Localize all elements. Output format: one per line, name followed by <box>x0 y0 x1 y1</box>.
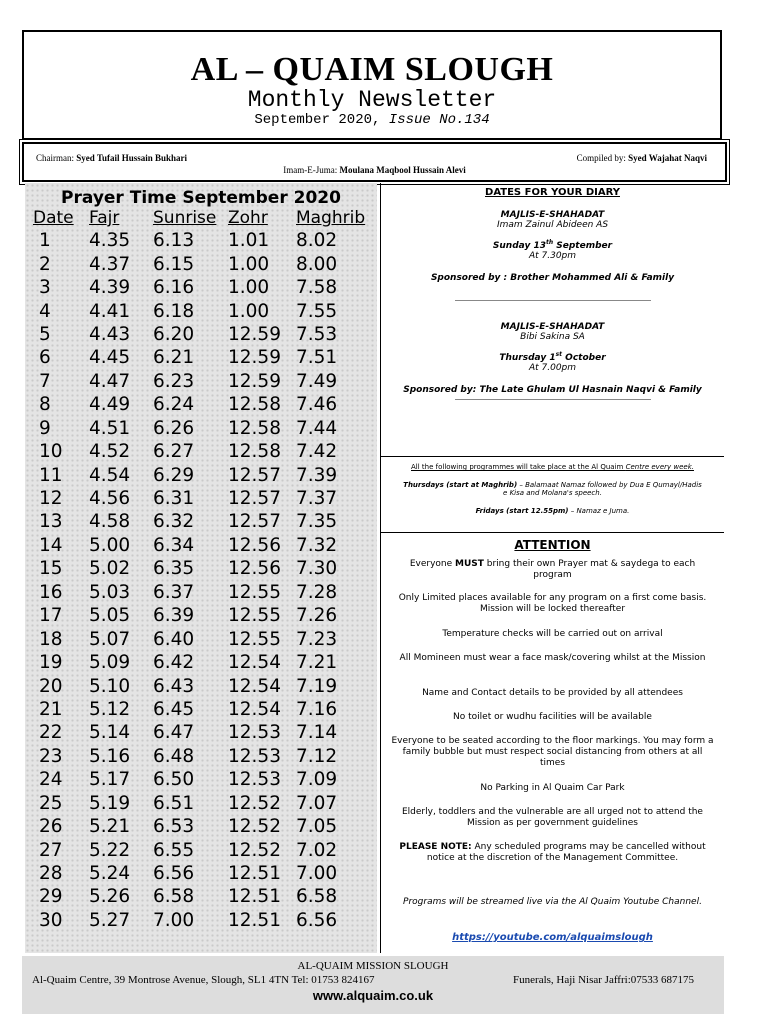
youtube-link[interactable]: https://youtube.com/alquaimslough <box>452 932 653 943</box>
cell-maghrib: 7.05 <box>296 816 338 838</box>
cell-fajr: 5.03 <box>89 581 131 603</box>
prayer-times-table <box>31 207 366 932</box>
event-2-month: October <box>562 353 606 363</box>
cell-zohr: 12.59 <box>228 323 281 345</box>
cell-sunrise: 6.31 <box>153 488 195 510</box>
attention-item-contact-details: Name and Contact details to be provided by all attendees <box>422 688 683 698</box>
cell-maghrib: 7.49 <box>296 370 338 392</box>
cell-zohr: 12.55 <box>228 581 281 603</box>
event-2 <box>381 322 724 400</box>
event-1 <box>381 210 724 301</box>
cell-zohr: 12.58 <box>228 441 281 463</box>
cell-maghrib: 7.28 <box>296 581 338 603</box>
cell-sunrise: 6.24 <box>153 394 195 416</box>
cell-date: 11 <box>39 464 63 486</box>
cell-fajr: 5.07 <box>89 628 131 650</box>
col-sunrise: Sunrise <box>153 208 217 228</box>
cell-maghrib: 7.35 <box>296 511 338 533</box>
cell-sunrise: 6.50 <box>153 769 195 791</box>
table-row <box>31 510 366 533</box>
cell-maghrib: 7.07 <box>296 792 338 814</box>
cell-zohr: 12.56 <box>228 558 281 580</box>
compiled-label: Compiled by: <box>576 153 629 163</box>
event-2-subject: Bibi Sakina SA <box>520 332 585 342</box>
attention-item-no-parking: No Parking in Al Quaim Car Park <box>480 783 625 793</box>
cell-zohr: 12.52 <box>228 792 281 814</box>
cell-sunrise: 6.18 <box>153 300 195 322</box>
cell-maghrib: 7.39 <box>296 464 338 486</box>
cell-fajr: 4.39 <box>89 277 131 299</box>
cell-fajr: 5.22 <box>89 839 131 861</box>
attention-item-vulnerable: Elderly, toddlers and the vulnerable are all urged not to attend the Mission as per government guidelines <box>402 807 703 828</box>
cell-zohr: 12.51 <box>228 909 281 931</box>
cell-fajr: 4.49 <box>89 394 131 416</box>
cell-fajr: 5.24 <box>89 863 131 885</box>
cell-zohr: 12.53 <box>228 769 281 791</box>
prayer-times-panel <box>25 183 377 953</box>
event-1-subject: Imam Zainul Abideen AS <box>496 220 609 230</box>
cell-maghrib: 6.56 <box>296 909 338 931</box>
thursdays-label: Thursdays (start at Maghrib) <box>403 481 518 489</box>
table-row <box>31 534 366 557</box>
table-row <box>31 370 366 393</box>
cell-sunrise: 6.51 <box>153 792 195 814</box>
cell-zohr: 12.52 <box>228 839 281 861</box>
cell-date: 29 <box>39 886 63 908</box>
attention-title: ATTENTION <box>514 538 591 552</box>
cell-sunrise: 6.23 <box>153 370 195 392</box>
table-row <box>31 581 366 604</box>
cell-fajr: 5.26 <box>89 886 131 908</box>
cell-fajr: 4.54 <box>89 464 131 486</box>
table-row <box>31 276 366 299</box>
table-row <box>31 745 366 768</box>
cell-sunrise: 6.15 <box>153 253 195 275</box>
footer-funerals: Funerals, Haji Nisar Jaffri:07533 687175 <box>513 974 694 986</box>
table-row <box>31 252 366 275</box>
cell-maghrib: 7.37 <box>296 488 338 510</box>
divider <box>455 399 651 400</box>
cell-fajr: 4.43 <box>89 323 131 345</box>
prayer-rows <box>31 229 366 932</box>
cell-date: 3 <box>39 277 51 299</box>
event-1-title: MAJLIS-E-SHAHADAT <box>500 210 605 220</box>
cell-maghrib: 7.55 <box>296 300 338 322</box>
cell-maghrib: 7.42 <box>296 441 338 463</box>
cell-sunrise: 6.26 <box>153 417 195 439</box>
cell-fajr: 4.47 <box>89 370 131 392</box>
col-maghrib: Maghrib <box>296 208 366 228</box>
cell-zohr: 12.54 <box>228 652 281 674</box>
table-row <box>31 909 366 932</box>
cell-date: 16 <box>39 581 63 603</box>
event-2-sponsor: Sponsored by: The Late Ghulam Ul Hasnain Naqvi & Family <box>403 385 702 395</box>
attention-item-face-mask: All Momineen must wear a face mask/covering whilst at the Mission <box>399 653 706 663</box>
cell-fajr: 5.05 <box>89 605 131 627</box>
table-row <box>31 463 366 486</box>
imam-name: Moulana Maqbool Hussain Alevi <box>339 165 466 175</box>
cell-maghrib: 7.53 <box>296 323 338 345</box>
cell-sunrise: 6.21 <box>153 347 195 369</box>
cell-sunrise: 6.55 <box>153 839 195 861</box>
divider <box>455 300 651 301</box>
cell-maghrib: 7.16 <box>296 698 338 720</box>
cell-fajr: 5.09 <box>89 652 131 674</box>
cell-maghrib: 7.58 <box>296 277 338 299</box>
cell-zohr: 12.58 <box>228 417 281 439</box>
cell-fajr: 5.19 <box>89 792 131 814</box>
weekly-programmes <box>381 456 724 533</box>
cell-date: 18 <box>39 628 63 650</box>
cell-sunrise: 6.34 <box>153 534 195 556</box>
item1-a: Everyone <box>409 559 456 569</box>
cell-maghrib: 7.44 <box>296 417 338 439</box>
cell-sunrise: 6.39 <box>153 605 195 627</box>
table-row <box>31 885 366 908</box>
cell-zohr: 1.00 <box>228 277 270 299</box>
cell-date: 15 <box>39 558 63 580</box>
cell-zohr: 12.55 <box>228 605 281 627</box>
cell-zohr: 12.53 <box>228 722 281 744</box>
cell-sunrise: 6.29 <box>153 464 195 486</box>
attention-item-temperature: Temperature checks will be carried out on arrival <box>442 629 663 639</box>
event-2-date <box>381 351 724 363</box>
cell-date: 12 <box>39 488 63 510</box>
footer-address: Al-Quaim Centre, 39 Montrose Avenue, Slough, SL1 4TN Tel: 01753 824167 <box>32 974 375 986</box>
cell-zohr: 12.52 <box>228 816 281 838</box>
cell-zohr: 12.57 <box>228 488 281 510</box>
event-1-sponsor: Sponsored by : Brother Mohammed Ali & Family <box>430 273 675 283</box>
event-2-day: Thursday 1 <box>499 353 556 363</box>
table-row <box>31 768 366 791</box>
chairman <box>36 153 187 163</box>
attention-panel <box>381 532 724 953</box>
table-row <box>31 674 366 697</box>
cell-maghrib: 7.19 <box>296 675 338 697</box>
footer-website[interactable]: www.alquaim.co.uk <box>312 988 434 1003</box>
cell-date: 14 <box>39 534 63 556</box>
compiled-name: Syed Wajahat Naqvi <box>628 153 707 163</box>
chairman-label: Chairman: <box>36 153 77 163</box>
table-row <box>31 792 366 815</box>
cell-date: 19 <box>39 652 63 674</box>
cell-sunrise: 6.56 <box>153 863 195 885</box>
cell-date: 23 <box>39 745 63 767</box>
cell-date: 28 <box>39 863 63 885</box>
cell-date: 20 <box>39 675 63 697</box>
thursdays-programme <box>381 481 724 497</box>
issue-month: September 2020, <box>254 112 389 128</box>
cell-date: 8 <box>39 394 51 416</box>
cell-maghrib: 6.58 <box>296 886 338 908</box>
table-row <box>31 698 366 721</box>
cell-zohr: 1.01 <box>228 230 270 252</box>
cell-zohr: 12.57 <box>228 464 281 486</box>
table-row <box>31 229 366 252</box>
cell-date: 13 <box>39 511 63 533</box>
event-1-day: Sunday 13 <box>492 241 546 251</box>
cell-zohr: 12.56 <box>228 534 281 556</box>
attention-item-prayer-mat <box>391 559 714 581</box>
compiled-by <box>577 153 707 163</box>
cell-date: 25 <box>39 792 63 814</box>
cell-zohr: 12.51 <box>228 886 281 908</box>
table-row <box>31 604 366 627</box>
event-2-time: At 7.00pm <box>528 363 577 373</box>
cell-zohr: 12.54 <box>228 675 281 697</box>
newsletter-header <box>22 30 722 140</box>
table-row <box>31 721 366 744</box>
table-row <box>31 393 366 416</box>
cell-maghrib: 7.32 <box>296 534 338 556</box>
footer-org: AL-QUAIM MISSION SLOUGH <box>297 960 449 972</box>
cell-date: 2 <box>39 253 51 275</box>
cell-sunrise: 6.43 <box>153 675 195 697</box>
footer <box>22 956 724 1014</box>
newsletter-title: AL – QUAIM SLOUGH <box>190 51 554 88</box>
col-date: Date <box>33 208 74 228</box>
newsletter-subtitle: Monthly Newsletter <box>247 87 497 113</box>
cell-sunrise: 6.58 <box>153 886 195 908</box>
table-row <box>31 417 366 440</box>
cell-date: 6 <box>39 347 51 369</box>
cell-maghrib: 7.12 <box>296 745 338 767</box>
cell-date: 22 <box>39 722 63 744</box>
cell-date: 27 <box>39 839 63 861</box>
item1-c: bring their own Prayer mat & saydega to each program <box>483 559 696 580</box>
cell-fajr: 4.41 <box>89 300 131 322</box>
cell-fajr: 5.17 <box>89 769 131 791</box>
table-row <box>31 323 366 346</box>
cell-fajr: 5.10 <box>89 675 131 697</box>
cell-sunrise: 6.42 <box>153 652 195 674</box>
youtube-link-wrap <box>391 932 714 944</box>
cell-date: 7 <box>39 370 51 392</box>
cell-maghrib: 7.30 <box>296 558 338 580</box>
cell-zohr: 12.59 <box>228 347 281 369</box>
cell-date: 17 <box>39 605 63 627</box>
cell-fajr: 4.51 <box>89 417 131 439</box>
attention-item-please-note <box>391 842 714 864</box>
please-note-text: Any scheduled programs may be cancelled without notice at the discretion of the Management Committee. <box>426 842 706 863</box>
attention-item-limited-places: Only Limited places available for any program on a first come basis. Mission will be locked thereafter <box>398 593 707 614</box>
table-row <box>31 557 366 580</box>
cell-maghrib: 7.00 <box>296 863 338 885</box>
prayer-times-title: Prayer Time September 2020 <box>61 188 341 208</box>
cell-date: 30 <box>39 909 63 931</box>
attention-item-seating: Everyone to be seated according to the floor markings. You may form a family bubble but must respect social distancing from others at all times <box>391 736 714 768</box>
fridays-text: – Namaz e Juma. <box>568 507 630 515</box>
cell-sunrise: 6.37 <box>153 581 195 603</box>
table-row <box>31 651 366 674</box>
cell-date: 1 <box>39 230 51 252</box>
cell-date: 26 <box>39 816 63 838</box>
table-row <box>31 440 366 463</box>
cell-sunrise: 6.53 <box>153 816 195 838</box>
cell-maghrib: 8.00 <box>296 253 338 275</box>
stream-notice: Programs will be streamed live via the Al Quaim Youtube Channel. <box>403 897 702 907</box>
event-1-date <box>381 239 724 251</box>
table-row <box>31 627 366 650</box>
item1-must: MUST <box>455 559 484 569</box>
cell-sunrise: 6.35 <box>153 558 195 580</box>
attention-item-no-toilet: No toilet or wudhu facilities will be available <box>453 712 652 722</box>
cell-date: 10 <box>39 441 63 463</box>
cell-sunrise: 6.16 <box>153 277 195 299</box>
cell-fajr: 4.37 <box>89 253 131 275</box>
fridays-programme <box>381 507 724 515</box>
cell-sunrise: 6.20 <box>153 323 195 345</box>
officials-bar <box>22 142 727 182</box>
event-1-time: At 7.30pm <box>528 251 577 261</box>
cell-fajr: 5.14 <box>89 722 131 744</box>
table-row <box>31 862 366 885</box>
table-row <box>31 487 366 510</box>
cell-fajr: 4.45 <box>89 347 131 369</box>
table-row <box>31 299 366 322</box>
cell-sunrise: 7.00 <box>153 909 195 931</box>
cell-date: 4 <box>39 300 51 322</box>
table-row <box>31 838 366 861</box>
diary-heading: DATES FOR YOUR DIARY <box>485 187 620 198</box>
cell-maghrib: 7.14 <box>296 722 338 744</box>
cell-maghrib: 8.02 <box>296 230 338 252</box>
programmes-note-a: All the following programmes will take place at the Al Quaim <box>411 463 626 471</box>
issue-number: Issue No.134 <box>388 112 490 128</box>
cell-sunrise: 6.47 <box>153 722 195 744</box>
cell-fajr: 4.52 <box>89 441 131 463</box>
event-1-day-suffix: th <box>545 239 554 246</box>
cell-fajr: 5.12 <box>89 698 131 720</box>
event-2-day-suffix: st <box>555 351 563 358</box>
issue-line <box>24 112 720 128</box>
cell-sunrise: 6.27 <box>153 441 195 463</box>
cell-date: 24 <box>39 769 63 791</box>
cell-zohr: 12.59 <box>228 370 281 392</box>
cell-maghrib: 7.09 <box>296 769 338 791</box>
cell-maghrib: 7.23 <box>296 628 338 650</box>
cell-fajr: 5.02 <box>89 558 131 580</box>
imam-label: Imam-E-Juma: <box>283 165 340 175</box>
cell-fajr: 5.16 <box>89 745 131 767</box>
cell-fajr: 5.00 <box>89 534 131 556</box>
cell-fajr: 4.35 <box>89 230 131 252</box>
please-note-label: PLEASE NOTE: <box>399 842 472 852</box>
cell-sunrise: 6.48 <box>153 745 195 767</box>
cell-maghrib: 7.46 <box>296 394 338 416</box>
cell-zohr: 12.51 <box>228 863 281 885</box>
table-row <box>31 815 366 838</box>
chairman-name: Syed Tufail Hussain Bukhari <box>76 153 188 163</box>
imam-e-juma <box>24 165 725 175</box>
table-row <box>31 346 366 369</box>
cell-sunrise: 6.13 <box>153 230 195 252</box>
fridays-label: Fridays (start 12.55pm) <box>475 507 569 515</box>
cell-zohr: 12.53 <box>228 745 281 767</box>
cell-fajr: 5.27 <box>89 909 131 931</box>
cell-maghrib: 7.02 <box>296 839 338 861</box>
col-zohr: Zohr <box>228 208 268 228</box>
cell-sunrise: 6.32 <box>153 511 195 533</box>
cell-zohr: 1.00 <box>228 253 270 275</box>
event-1-month: September <box>553 241 613 251</box>
cell-sunrise: 6.45 <box>153 698 195 720</box>
cell-date: 21 <box>39 698 63 720</box>
event-2-title: MAJLIS-E-SHAHADAT <box>500 322 605 332</box>
programmes-note-b: Centre every week. <box>625 463 694 471</box>
cell-maghrib: 7.21 <box>296 652 338 674</box>
diary-panel <box>380 183 724 953</box>
cell-zohr: 12.58 <box>228 394 281 416</box>
programmes-note <box>381 463 724 471</box>
cell-fajr: 4.58 <box>89 511 131 533</box>
cell-date: 5 <box>39 323 51 345</box>
cell-sunrise: 6.40 <box>153 628 195 650</box>
cell-date: 9 <box>39 417 51 439</box>
cell-zohr: 1.00 <box>228 300 270 322</box>
cell-zohr: 12.57 <box>228 511 281 533</box>
prayer-header-row <box>31 207 366 229</box>
cell-maghrib: 7.51 <box>296 347 338 369</box>
cell-zohr: 12.55 <box>228 628 281 650</box>
cell-fajr: 4.56 <box>89 488 131 510</box>
col-fajr: Fajr <box>89 208 120 228</box>
cell-zohr: 12.54 <box>228 698 281 720</box>
cell-fajr: 5.21 <box>89 816 131 838</box>
cell-maghrib: 7.26 <box>296 605 338 627</box>
thursdays-text: – Balamaat Namaz followed by Dua E Qumayl/Hadis e Kisa and Molana's speech. <box>503 481 702 497</box>
